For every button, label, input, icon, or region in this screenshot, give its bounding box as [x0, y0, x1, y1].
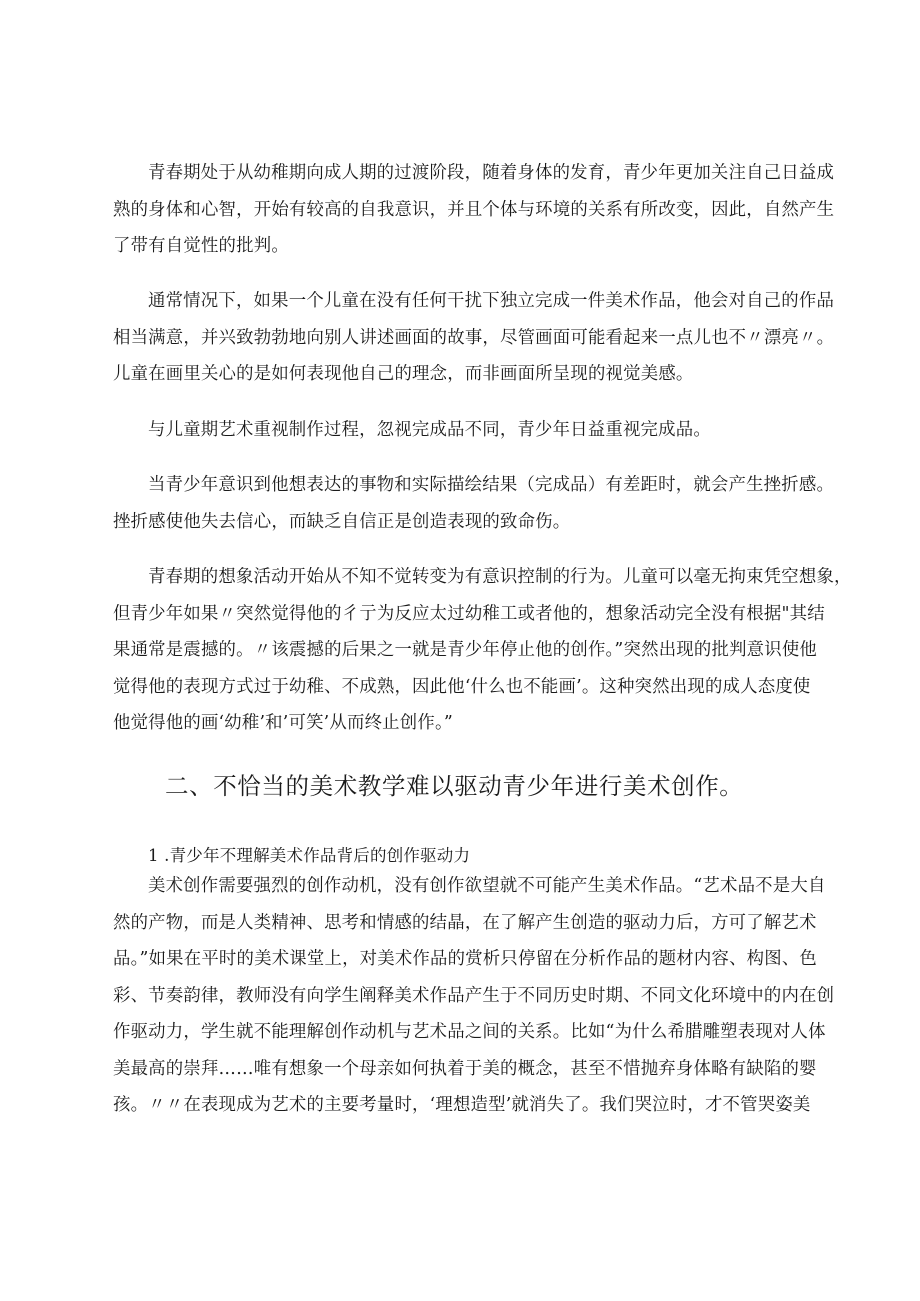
paragraph-line: 儿童在画里关心的是如何表现他自己的理念，而非画面所呈现的视觉美感。: [113, 364, 694, 384]
paragraph-line: 果通常是震撼的。〃该震撼的后果之一就是青少年停止他的创作。”突然出现的批判意识使他: [113, 640, 818, 660]
paragraph-line: 作驱动力，学生就不能理解创作动机与艺术品之间的关系。比如“为什么希腊雕塑表现对人体: [113, 1022, 826, 1042]
paragraph-line: 觉得他的表现方式过于幼稚、不成熟，因此他‘什么也不能画’。这种突然出现的成人态度使: [113, 676, 811, 697]
paragraph-line: 他觉得他的画‘幼稚’和’可笑’从而终止创作。”: [113, 713, 453, 733]
paragraph-line: 挫折感使他失去信心，而缺乏自信正是创造表现的致命伤。: [113, 511, 571, 532]
paragraph-line: 彩、节奏韵律，教师没有向学生阐释美术作品产生于不同历史时期、不同文化环境中的内在创: [113, 985, 835, 1006]
paragraph-line: 当青少年意识到他想表达的事物和实际描绘结果（完成品）有差距时，就会产生挫折感。: [148, 475, 835, 495]
paragraph-line: 美最高的崇拜……唯有想象一个母亲如何执着于美的概念，甚至不惜抛弃身体略有缺陷的婴: [113, 1058, 817, 1079]
paragraph-line: 相当满意，并兴致勃勃地向别人讲述画面的故事，尽管画面可能看起来一点儿也不〃漂亮〃。: [113, 327, 835, 348]
paragraph-line: 美术创作需要强烈的创作动机，没有创作欲望就不可能产生美术作品。“艺术品不是大自: [148, 876, 826, 896]
paragraph-line: 品。”如果在平时的美术课堂上，对美术作品的赏析只停留在分析作品的题材内容、构图、色: [113, 949, 818, 969]
paragraph-line: 青春期处于从幼稚期向成人期的过渡阶段，随着身体的发育，青少年更加关注自己日益成: [148, 163, 835, 183]
paragraph-line: 孩。〃〃在表现成为艺术的主要考量时，‘理想造型’就消失了。我们哭泣时，才不管哭姿美: [113, 1095, 811, 1115]
paragraph-imagination: [113, 559, 852, 742]
paragraph-line: 熟的身体和心智，开始有较高的自我意识，并且个体与环境的关系有所改变，因此，自然产生: [113, 199, 835, 220]
paragraph-child-artwork: [113, 283, 835, 393]
paragraph-line: 与儿童期艺术重视制作过程，忽视完成品不同，青少年日益重视完成品。: [148, 420, 711, 440]
paragraph-line: 通常情况下，如果一个儿童在没有任何干扰下独立完成一件美术作品，他会对自己的作品: [148, 291, 835, 311]
paragraph-creative-motivation: [113, 868, 835, 1124]
paragraph-adolescence-intro: [113, 155, 835, 265]
section-heading: 二、不恰当的美术教学难以驱动青少年进行美术创作。: [165, 772, 744, 800]
paragraph-line: 然的产物，而是人类精神、思考和情感的结晶，在了解产生创造的驱动力后，方可了解艺术: [113, 912, 817, 933]
paragraph-frustration: [113, 467, 835, 540]
paragraph-line: 青春期的想象活动开始从不知不觉转变为有意识控制的行为。儿童可以毫无拘束凭空想象，: [148, 567, 852, 587]
paragraph-line: 但青少年如果〃突然觉得他的彳亍为反应太过幼稚工或者他的，想象活动完全没有根据"其结: [113, 603, 825, 624]
paragraph-line: 了带有自觉性的批判。: [113, 236, 289, 256]
paragraph-finished-product: [113, 412, 813, 449]
subsection-heading: 1 .青少年不理解美术作品背后的创作驱动力: [148, 846, 471, 865]
